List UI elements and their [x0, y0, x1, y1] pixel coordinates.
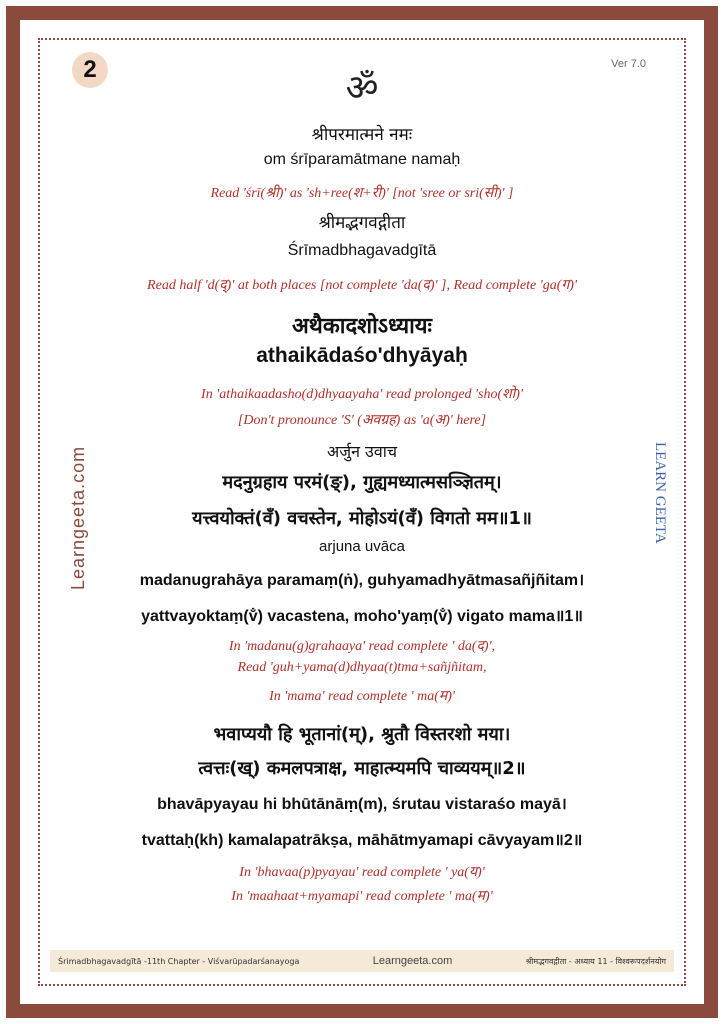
footer-bar: [50, 950, 674, 972]
verse1-devanagari-line2: यत्त्वयोक्तं(वँ) वचस्तेन, मोहोऽयं(वँ) विगतो मम॥1॥: [192, 508, 532, 529]
footer-right-text: श्रीमद्भगवद्गीता - अध्याय 11 - विश्वरूपदर्शनयोग: [525, 956, 666, 966]
invocation-roman: om śrīparamātmane namaḥ: [263, 151, 461, 168]
learngeeta-logo: [640, 440, 668, 590]
note-half-d: Read half 'd(द्)' at both places [not complete 'da(द)' ], Read complete 'ga(ग)': [147, 278, 577, 293]
note-mama: In 'mama' read complete ' ma(म)': [269, 689, 455, 704]
note-prolonged-sho: In 'athaikaadasho(d)dhyaayaha' read prolonged 'sho(शो)': [201, 387, 523, 402]
verse2-roman-line2: tvattaḥ(kh) kamalapatrākṣa, māhātmyamapi cāvyayam॥2॥: [141, 832, 583, 849]
verse1-roman-line1: madanugrahāya paramaṃ(ṅ), guhyamadhyātmasañjñitam।: [139, 572, 585, 589]
note-madanu: In 'madanu(g)grahaaya' read complete ' da(द)',: [228, 639, 496, 654]
invocation-devanagari: श्रीपरमात्मने नमः: [311, 125, 413, 145]
version-label: Ver 7.0: [611, 58, 646, 70]
verse1-devanagari-line1: मदनुग्रहाय परमं(ङ्), गुह्यमध्यात्मसञ्ज्ञितम्।: [222, 472, 502, 493]
title-devanagari: श्रीमद्भगवद्गीता: [318, 213, 406, 233]
note-maahaat: In 'maahaat+myamapi' read complete ' ma(म)': [231, 889, 493, 904]
logo-text: LEARN GEETA: [652, 442, 668, 544]
chapter-title-roman: athaikādaśo'dhyāyaḥ: [256, 344, 468, 367]
speaker-devanagari: अर्जुन उवाच: [326, 442, 398, 461]
footer-website[interactable]: Learngeeta.com: [372, 955, 453, 967]
note-shri: Read 'śrī(श्री)' as 'sh+ree(श+री)' [not 'sree or sri(सी)' ]: [210, 186, 514, 201]
om-symbol: ॐ: [345, 68, 379, 109]
note-guhyama: Read 'guh+yama(d)dhyaa(t)tma+sañjñitam,: [237, 660, 487, 675]
note-avagraha: [Don't pronounce 'S' (अवग्रह) as 'a(अ)' here]: [237, 413, 487, 428]
verse1-roman-line2: yattvayoktaṃ(v̐) vacastena, moho'yaṃ(v̐) vigato mama॥1॥: [141, 608, 583, 625]
chapter-title-devanagari: अथैकादशोऽध्यायः: [291, 314, 432, 339]
verse2-devanagari-line2: त्वत्तः(ख्) कमलपत्राक्ष, माहात्म्यमपि चाव्ययम्॥2॥: [198, 758, 526, 779]
page-number-badge: 2: [72, 52, 108, 88]
speaker-roman: arjuna uvāca: [319, 538, 405, 555]
verse2-roman-line1: bhavāpyayau hi bhūtānāṃ(m), śrutau vistaraśo mayā।: [157, 796, 567, 813]
footer-left-text: Śrimadbhagavadgītā -11th Chapter - Viśvarūpadarśanayoga: [58, 956, 300, 966]
title-roman: Śrīmadbhagavadgītā: [287, 242, 437, 259]
side-website-text: Learngeeta.com: [68, 445, 88, 590]
verse2-devanagari-line1: भवाप्ययौ हि भूतानां(म्), श्रुतौ विस्तरशो मया।: [213, 724, 511, 745]
note-bhavaa: In 'bhavaa(p)pyayau' read complete ' ya(य)': [239, 865, 485, 880]
